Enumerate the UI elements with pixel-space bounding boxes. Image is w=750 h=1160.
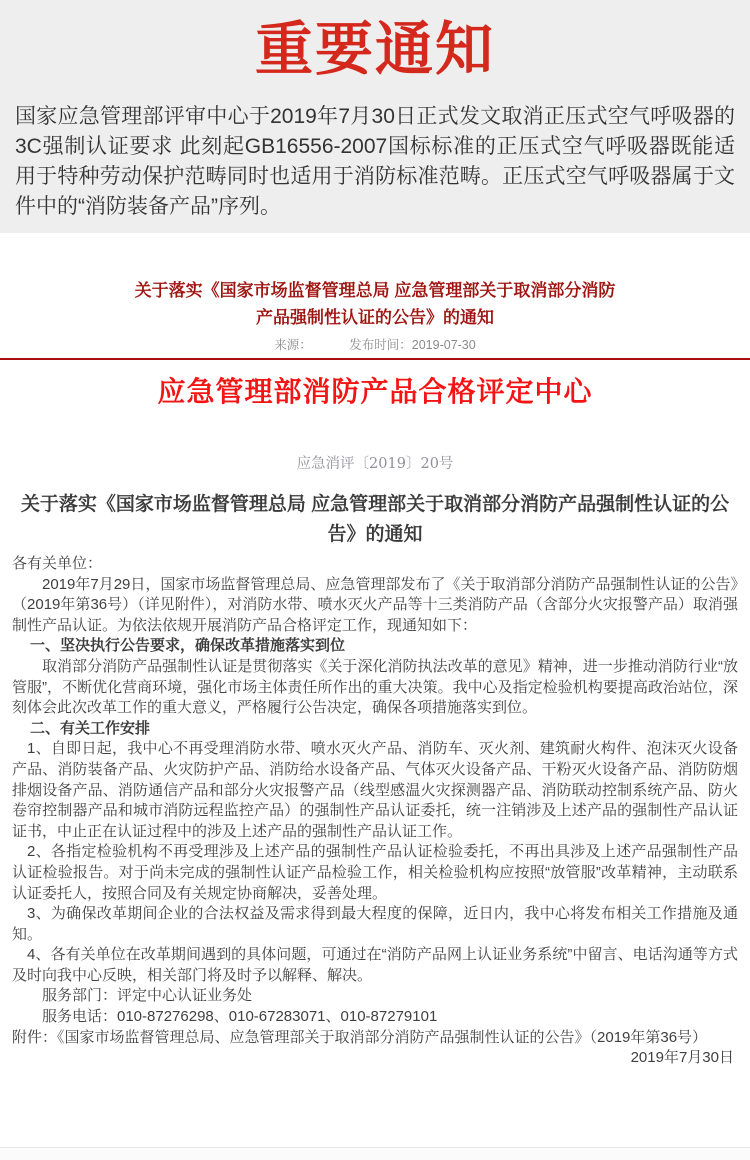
org-title: 应急管理部消防产品合格评定中心 xyxy=(157,376,593,407)
section-1-body: 取消部分消防产品强制性认证是贯彻落实《关于深化消防执法改革的意见》精神，进一步推动消防行业“放管服”，不断优化营商环境，强化市场主体责任所作出的重大决策。我中心及指定检验机构要提高政治站位，深刻体会此次改革工作的重大意义，严格履行公告决定，确保各项措施落实到位。 xyxy=(12,657,738,717)
publish-time: 发布时间：2019-07-30 xyxy=(349,338,476,352)
red-divider xyxy=(0,358,750,360)
article-title-line-1: 关于落实《国家市场监督管理总局 应急管理部关于取消部分消防 xyxy=(134,281,616,300)
service-department: 服务部门：评定中心认证业务处 xyxy=(42,987,253,1005)
salutation: 各有关单位： xyxy=(12,555,103,572)
list-item-3: 3、为确保改革期间企业的合法权益及需求得到最大程度的保障，近日内，我中心将发布相关工作措施及通知。 xyxy=(12,905,738,943)
attachment-line: 附件：《国家市场监督管理总局、应急管理部关于取消部分消防产品强制性认证的公告》（2019年第36号） xyxy=(12,1028,708,1046)
source-label: 来源： xyxy=(274,338,312,352)
document-number: 应急消评〔2019〕20号 xyxy=(296,456,454,472)
banner-title: 重要通知 xyxy=(254,17,495,82)
footer-divider xyxy=(0,1147,750,1160)
document-title-line-2: 告》的通知 xyxy=(327,524,423,545)
article-title xyxy=(0,277,750,331)
document-date: 2019年7月30日 xyxy=(630,1049,734,1067)
document-title xyxy=(0,490,750,550)
document-title-line-1: 关于落实《国家市场监督管理总局 应急管理部关于取消部分消防产品强制性认证的公 xyxy=(20,494,730,515)
section-1-heading: 一、坚决执行公告要求，确保改革措施落实到位 xyxy=(30,637,346,655)
service-phone: 服务电话：010-87276298、010-67283071、010-87279101 xyxy=(42,1008,438,1026)
document-body xyxy=(12,554,738,1069)
article-title-line-2: 产品强制性认证的公告》的通知 xyxy=(256,308,494,327)
notice-banner xyxy=(0,0,750,233)
section-2-heading: 二、有关工作安排 xyxy=(30,719,151,737)
list-item-4: 4、各有关单位在改革期间遇到的具体问题，可通过在“消防产品网上认证业务系统”中留言、电话沟通等方式及时向我中心反映，相关部门将及时予以解释、解决。 xyxy=(12,946,738,984)
article-meta xyxy=(0,337,750,354)
list-item-2: 2、各指定检验机构不再受理涉及上述产品的强制性产品认证检验委托，不再出具涉及上述产品强制性产品认证检验报告。对于尚未完成的强制性认证产品检验工作，相关检验机构应按照“放管服”改革精神，主动联系认证委托人，按照合同及有关规定协商解决，妥善处理。 xyxy=(12,843,738,902)
list-item-1: 1、自即日起，我中心不再受理消防水带、喷水灭火产品、消防车、灭火剂、建筑耐火构件、泡沫灭火设备产品、消防装备产品、火灾防护产品、消防给水设备产品、气体灭火设备产品、干粉灭火设备产品、消防防烟排烟设备产品、消防通信产品和部分火灾报警产品（线型感温火灾探测器产品、消防联动控制系统产品、防火卷帘控制器产品和城市消防远程监控产品）的强制性产品认证委托，统一注销涉及上述产品的强制性产品认证证书，中止正在认证过程中的涉及上述产品的强制性产品认证工作。 xyxy=(12,740,738,840)
banner-paragraph: 国家应急管理部评审中心于2019年7月30日正式发文取消正压式空气呼吸器的3C强制认证要求 此刻起GB16556-2007国标标准的正压式空气呼吸器既能适用于特种劳动保护范畴同时也适用于消防标准范畴。正压式空气呼吸器属于文件中的“消防装备产品”序列。 xyxy=(15,105,735,218)
intro-paragraph: 2019年7月29日，国家市场监督管理总局、应急管理部发布了《关于取消部分消防产品强制性认证的公告》（2019年第36号）（详见附件），对消防水带、喷水灭火产品等十三类消防产品（含部分火灾报警产品）取消强制性产品认证。为依法依规开展消防产品合格评定工作，现通知如下： xyxy=(12,575,738,634)
